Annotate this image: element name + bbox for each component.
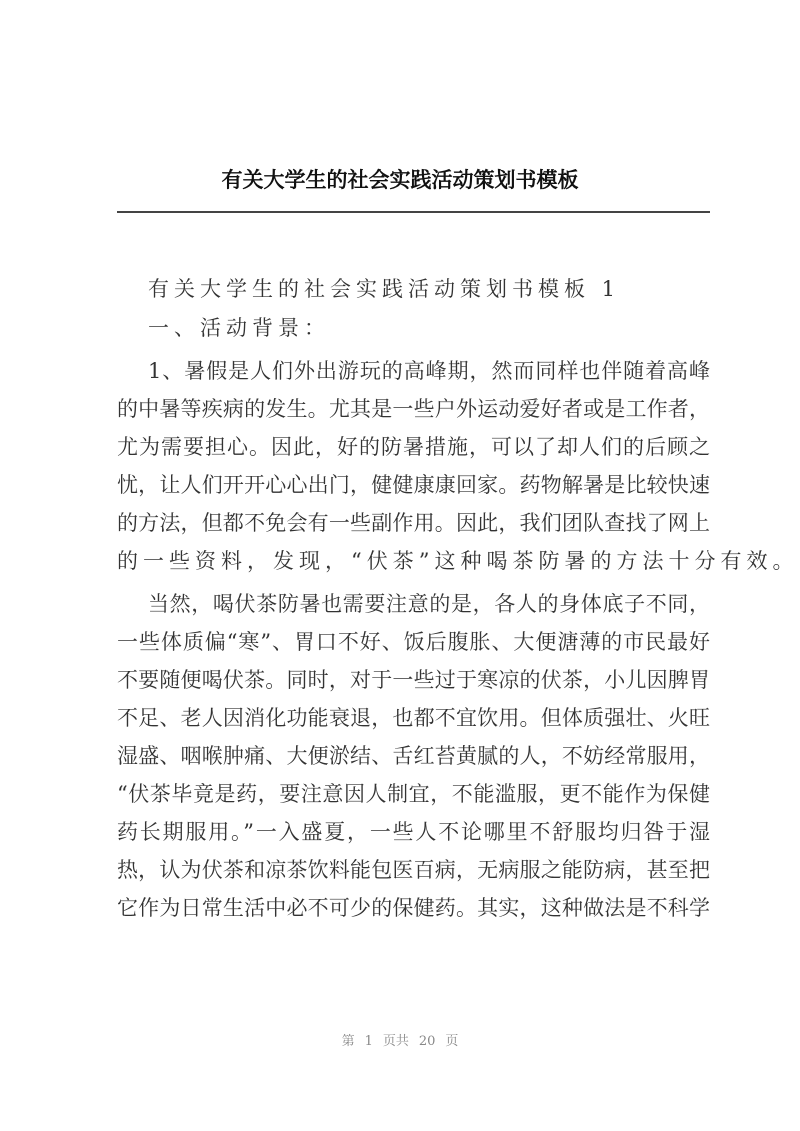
title-divider xyxy=(117,211,710,213)
footer-prefix: 第 xyxy=(341,1034,355,1049)
text-line: 1、暑假是人们外出游玩的高峰期，然而同样也伴随着高峰 xyxy=(148,359,710,383)
text-line: 湿盛、咽喉肿痛、大便淤结、舌红苔黄腻的人，不妨经常服用， xyxy=(117,744,710,768)
document-title: 有关大学生的社会实践活动策划书模板 xyxy=(221,168,579,192)
footer-middle: 页共 xyxy=(382,1034,409,1049)
text-line: 不足、老人因消化功能衰退，也都不宜饮用。但体质强壮、火旺 xyxy=(117,706,710,730)
text-line: 当然，喝伏茶防暑也需要注意的是，各人的身体底子不同， xyxy=(148,592,710,616)
text-line: 尤为需要担心。因此，好的防暑措施，可以了却人们的后顾之 xyxy=(117,435,710,459)
text-line: “伏茶毕竟是药，要注意因人制宜，不能滥服，更不能作为保健 xyxy=(117,782,710,806)
text-line: 有关大学生的社会实践活动策划书模板 1 xyxy=(148,277,621,301)
text-line: 一些体质偏“寒”、胃口不好、饭后腹胀、大便溏薄的市民最好 xyxy=(117,630,710,654)
text-line: 不要随便喝伏茶。同时，对于一些过于寒凉的伏茶，小儿因脾胃 xyxy=(117,668,710,692)
text-line: 忧，让人们开开心心出门，健健康康回家。药物解暑是比较快速 xyxy=(117,473,710,497)
text-line: 药长期服用。”一入盛夏，一些人不论哪里不舒服均归咎于湿 xyxy=(117,820,710,844)
text-line: 热，认为伏茶和凉茶饮料能包医百病，无病服之能防病，甚至把 xyxy=(117,858,710,882)
footer-page-number: 1 xyxy=(364,1034,373,1049)
text-line: 它作为日常生活中必不可少的保健药。其实，这种做法是不科学 xyxy=(117,896,710,920)
text-line: 的方法，但都不免会有一些副作用。因此，我们团队查找了网上 xyxy=(117,511,710,535)
page-footer xyxy=(0,1030,800,1049)
text-line: 一、活动背景： xyxy=(148,316,330,340)
text-line: 的一些资料，发现，“伏茶”这种喝茶防暑的方法十分有效。 xyxy=(117,549,799,573)
text-line: 的中暑等疾病的发生。尤其是一些户外运动爱好者或是工作者， xyxy=(117,397,710,421)
footer-suffix: 页 xyxy=(445,1034,459,1049)
footer-total-pages: 20 xyxy=(418,1034,436,1049)
